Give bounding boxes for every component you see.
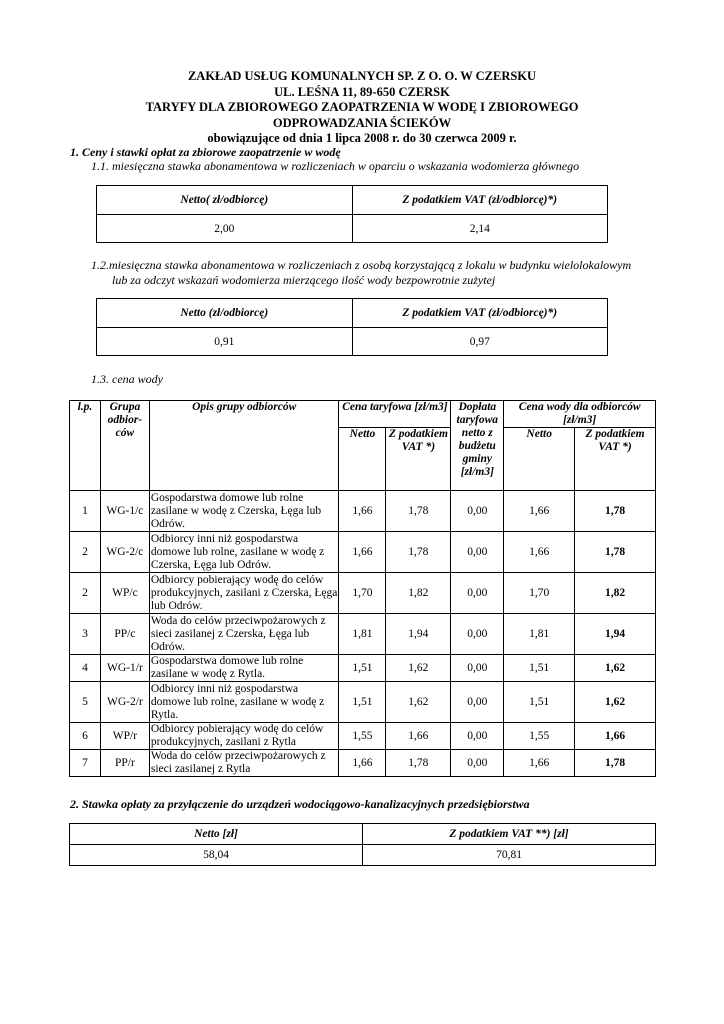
row-subsidy: 0,00 xyxy=(451,723,504,750)
section1-3-heading: 1.3. cena wody xyxy=(91,372,163,386)
row-netto: 1,70 xyxy=(339,573,386,614)
row-group: WG-2/r xyxy=(100,682,149,723)
row-group: PP/r xyxy=(100,750,149,777)
value-vat: 70,81 xyxy=(363,845,656,866)
row-netto: 1,51 xyxy=(339,682,386,723)
row-number: 5 xyxy=(70,682,101,723)
table-row xyxy=(70,723,656,750)
header-lp: l.p. xyxy=(70,401,101,491)
row-customer-vat: 1,62 xyxy=(575,655,656,682)
row-customer-netto: 1,81 xyxy=(504,614,575,655)
table-row xyxy=(70,750,656,777)
value-vat: 0,97 xyxy=(352,328,608,356)
row-customer-vat: 1,78 xyxy=(575,750,656,777)
row-customer-vat: 1,94 xyxy=(575,614,656,655)
subscription-main-meter-table xyxy=(96,185,608,243)
row-subsidy: 0,00 xyxy=(451,750,504,777)
row-customer-vat: 1,66 xyxy=(575,723,656,750)
row-netto: 1,51 xyxy=(339,655,386,682)
document-header xyxy=(0,69,724,147)
row-customer-netto: 1,70 xyxy=(504,573,575,614)
row-subsidy: 0,00 xyxy=(451,491,504,532)
row-vat: 1,62 xyxy=(386,682,451,723)
row-number: 2 xyxy=(70,532,101,573)
row-description: Odbiorcy pobierający wodę do celów produkcyjnych, zasilani z Czerska, Łęga lub Odrów. xyxy=(150,573,338,612)
row-customer-netto: 1,55 xyxy=(504,723,575,750)
row-group: WP/c xyxy=(100,573,149,614)
header-netto: Netto [zł] xyxy=(70,824,363,845)
table-row xyxy=(70,655,656,682)
row-number: 1 xyxy=(70,491,101,532)
row-subsidy: 0,00 xyxy=(451,573,504,614)
row-customer-vat: 1,62 xyxy=(575,682,656,723)
header-description: Opis grupy odbiorców xyxy=(149,401,339,491)
section1-1-heading: 1.1. miesięczna stawka abonamentowa w rozliczeniach w oparciu o wskazania wodomierza głównego xyxy=(91,159,580,173)
row-subsidy: 0,00 xyxy=(451,532,504,573)
row-customer-netto: 1,66 xyxy=(504,750,575,777)
connection-fee-table xyxy=(69,823,656,866)
row-group: WP/r xyxy=(100,723,149,750)
row-vat: 1,66 xyxy=(386,723,451,750)
row-number: 3 xyxy=(70,614,101,655)
row-number: 6 xyxy=(70,723,101,750)
header-vat: Z podatkiem VAT (zł/odbiorcę)*) xyxy=(352,299,608,328)
section1-title: 1. Ceny i stawki opłat za zbiorowe zaopatrzenie w wodę xyxy=(70,145,341,159)
row-description: Woda do celów przeciwpożarowych z sieci zasilanej z Rytla xyxy=(149,750,339,777)
row-customer-vat: 1,78 xyxy=(575,532,656,573)
header-netto: Netto xyxy=(339,428,386,491)
table-row xyxy=(70,614,656,655)
row-description: Odbiorcy inni niż gospodarstwa domowe lub rolne, zasilane w wodę z Rytla. xyxy=(149,682,339,723)
row-group: WG-1/c xyxy=(100,491,149,532)
row-group: WG-2/c xyxy=(100,532,149,573)
table-row xyxy=(70,491,656,532)
header-customer-vat: Z podatkiem VAT *) xyxy=(575,428,656,491)
table-row xyxy=(70,682,656,723)
water-price-table xyxy=(69,400,656,777)
validity-period: obowiązujące od dnia 1 lipca 2008 r. do 30 czerwca 2009 r. xyxy=(207,131,517,146)
header-customer-netto: Netto xyxy=(504,428,575,491)
row-vat: 1,82 xyxy=(386,573,451,614)
row-vat: 1,78 xyxy=(386,491,451,532)
company-address: UL. LEŚNA 11, 89-650 CZERSK xyxy=(274,84,450,99)
row-customer-netto: 1,66 xyxy=(504,491,575,532)
row-group: PP/c xyxy=(100,614,149,655)
row-vat: 1,78 xyxy=(386,532,451,573)
header-netto: Netto( zł/odbiorcę) xyxy=(97,186,353,215)
row-number: 2 xyxy=(70,573,101,614)
header-subsidy: Dopłata taryfowa netto z budżetu gminy [zł/m3] xyxy=(451,401,504,491)
row-vat: 1,94 xyxy=(386,614,451,655)
row-vat: 1,62 xyxy=(386,655,451,682)
row-description: Gospodarstwa domowe lub rolne zasilane w wodę z Czerska, Łęga lub Odrów. xyxy=(149,491,339,532)
row-description: Woda do celów przeciwpożarowych z sieci zasilanej z Czerska, Łęga lub Odrów. xyxy=(149,614,339,655)
row-vat: 1,78 xyxy=(386,750,451,777)
row-netto: 1,55 xyxy=(339,723,386,750)
tariff-title-line2: ODPROWADZANIA ŚCIEKÓW xyxy=(272,115,452,130)
row-netto: 1,66 xyxy=(339,750,386,777)
row-customer-vat: 1,82 xyxy=(575,573,656,614)
value-netto: 58,04 xyxy=(70,845,363,866)
section1-2-heading-line1: 1.2.miesięczna stawka abonamentowa w rozliczeniach z osobą korzystającą z lokalu w budynku wielolokalowym xyxy=(91,258,632,272)
header-vat: Z podatkiem VAT (zł/odbiorcę)*) xyxy=(352,186,608,215)
header-group: Grupa odbior-ców xyxy=(100,401,149,491)
value-netto: 2,00 xyxy=(97,215,353,243)
tariff-title-line1: TARYFY DLA ZBIOROWEGO ZAOPATRZENIA W WODĘ I ZBIOROWEGO xyxy=(145,100,579,115)
row-description: Odbiorcy pobierający wodę do celów produkcyjnych, zasilani z Rytla xyxy=(149,723,339,750)
header-vat: Z podatkiem VAT **) [zł] xyxy=(363,824,656,845)
row-customer-netto: 1,51 xyxy=(504,655,575,682)
row-netto: 1,66 xyxy=(339,532,386,573)
table-row xyxy=(70,532,656,573)
header-customer-price: Cena wody dla odbiorców [zł/m3] xyxy=(504,401,656,428)
company-name: ZAKŁAD USŁUG KOMUNALNYCH SP. Z O. O. W CZERSKU xyxy=(187,69,537,83)
header-tariff-price: Cena taryfowa [zł/m3] xyxy=(339,401,451,428)
subscription-multi-unit-table xyxy=(96,298,608,356)
value-vat: 2,14 xyxy=(352,215,608,243)
row-subsidy: 0,00 xyxy=(451,655,504,682)
row-description: Gospodarstwa domowe lub rolne zasilane w wodę z Rytla. xyxy=(149,655,339,682)
row-number: 7 xyxy=(70,750,101,777)
row-netto: 1,66 xyxy=(339,491,386,532)
value-netto: 0,91 xyxy=(97,328,353,356)
water-table-body xyxy=(70,491,656,777)
header-netto: Netto (zł/odbiorcę) xyxy=(97,299,353,328)
row-customer-netto: 1,51 xyxy=(504,682,575,723)
row-description: Odbiorcy inni niż gospodarstwa domowe lub rolne, zasilane w wodę z Czerska, Łęga lub Odrów. xyxy=(149,532,339,573)
header-vat: Z podatkiem VAT *) xyxy=(386,428,451,491)
row-subsidy: 0,00 xyxy=(451,614,504,655)
section2-title: 2. Stawka opłaty za przyłączenie do urządzeń wodociągowo-kanalizacyjnych przedsiębiorstwa xyxy=(70,797,530,811)
section1-2-heading-line2: lub za odczyt wskazań wodomierza mierzącego ilość wody bezpowrotnie zużytej xyxy=(112,273,496,287)
row-group: WG-1/r xyxy=(100,655,149,682)
row-subsidy: 0,00 xyxy=(451,682,504,723)
row-customer-vat: 1,78 xyxy=(575,491,656,532)
row-netto: 1,81 xyxy=(339,614,386,655)
row-customer-netto: 1,66 xyxy=(504,532,575,573)
table-row xyxy=(70,573,656,614)
row-number: 4 xyxy=(70,655,101,682)
